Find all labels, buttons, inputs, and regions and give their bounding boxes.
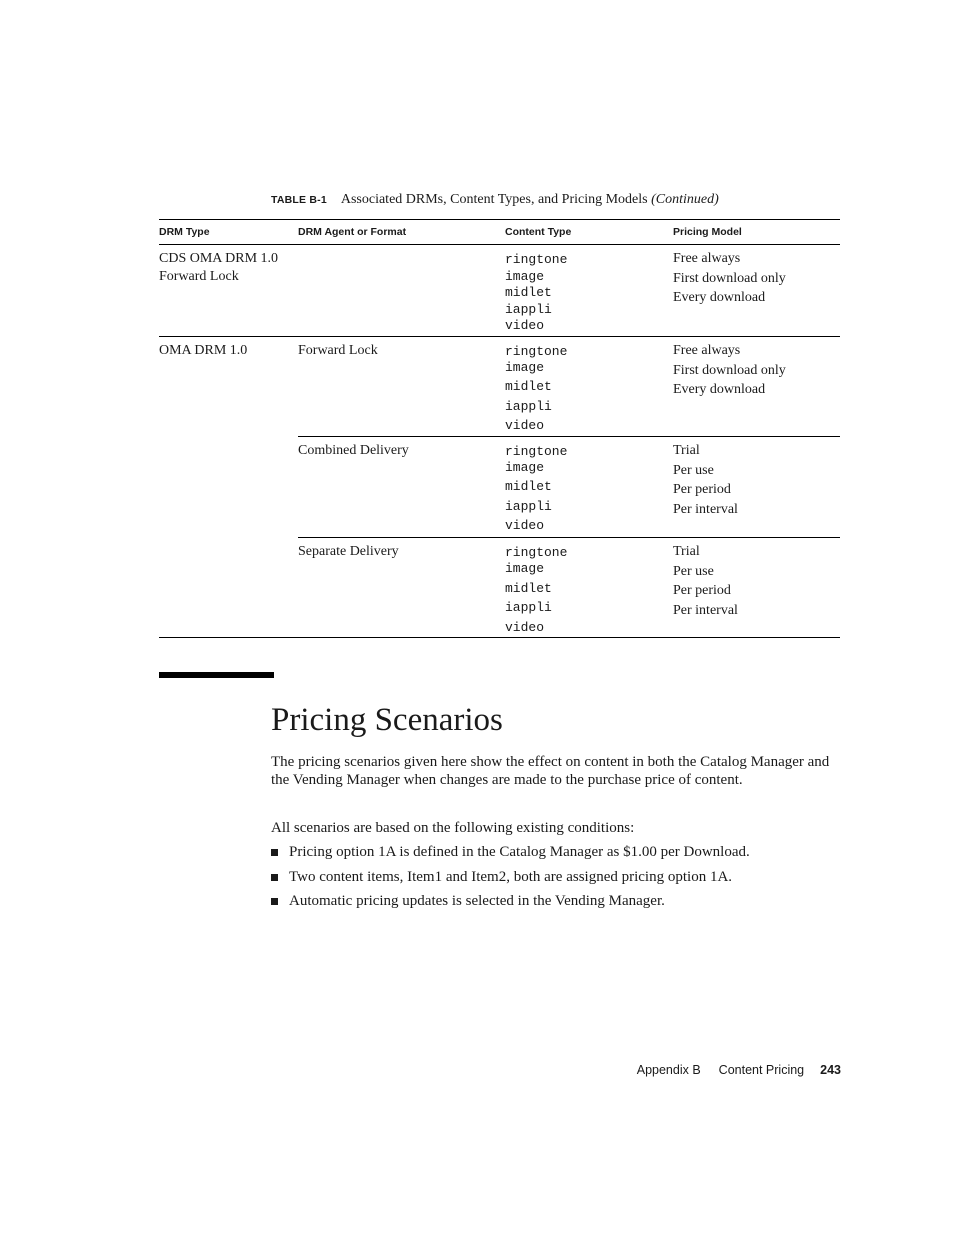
table-row bbox=[159, 538, 840, 637]
list-item: Two content items, Item1 and Item2, both are assigned pricing option 1A. bbox=[271, 868, 750, 886]
content-type-cell: ringtone image midlet iappli video bbox=[505, 444, 568, 533]
bullet-square-icon bbox=[271, 874, 278, 881]
drm-table bbox=[159, 219, 840, 638]
pricing-model-cell: Free always First download only Every download bbox=[673, 251, 786, 305]
page-number: 243 bbox=[820, 1063, 841, 1077]
pricing-model-cell: Free always First download only Every download bbox=[673, 343, 786, 397]
section-rule bbox=[159, 672, 274, 678]
content-type-cell: ringtone image midlet iappli video bbox=[505, 344, 568, 433]
table-row bbox=[159, 437, 840, 537]
intro-paragraph: The pricing scenarios given here show the effect on content in both the Catalog Manager and the Vending Manager when changes are made to the purchase price of content. bbox=[271, 754, 830, 788]
content-type-cell: ringtone image midlet iappli video bbox=[505, 545, 568, 635]
drm-agent-cell: Forward Lock bbox=[298, 343, 378, 358]
page-footer bbox=[637, 1063, 841, 1077]
table-row bbox=[159, 337, 840, 436]
header-drm-agent: DRM Agent or Format bbox=[298, 226, 407, 238]
header-drm-type: DRM Type bbox=[159, 226, 210, 238]
table-caption bbox=[271, 190, 719, 210]
table-row bbox=[159, 245, 840, 336]
drm-agent-cell: Separate Delivery bbox=[298, 544, 399, 559]
pricing-model-cell: Trial Per use Per period Per interval bbox=[673, 544, 738, 618]
footer-section: Content Pricing bbox=[718, 1063, 805, 1077]
header-content-type: Content Type bbox=[505, 226, 572, 238]
table-header bbox=[159, 220, 840, 245]
drm-agent-cell: Combined Delivery bbox=[298, 443, 409, 458]
drm-type-cell: OMA DRM 1.0 bbox=[159, 343, 248, 358]
table-title: Associated DRMs, Content Types, and Pricing Models bbox=[340, 192, 648, 207]
bullet-square-icon bbox=[271, 898, 278, 905]
list-item: Pricing option 1A is defined in the Catalog Manager as $1.00 per Download. bbox=[271, 843, 750, 861]
bullet-square-icon bbox=[271, 849, 278, 856]
footer-appendix: Appendix B bbox=[636, 1063, 701, 1077]
conditions-list bbox=[271, 843, 750, 917]
pricing-model-cell: Trial Per use Per period Per interval bbox=[673, 443, 738, 517]
header-pricing-model: Pricing Model bbox=[673, 226, 742, 238]
content-type-cell: ringtone image midlet iappli video bbox=[505, 252, 568, 333]
drm-type-cell: CDS OMA DRM 1.0 Forward Lock bbox=[159, 251, 279, 284]
table-tag: TABLE B-1 bbox=[271, 194, 327, 206]
table-continued: (Continued) bbox=[651, 192, 719, 207]
conditions-paragraph: All scenarios are based on the following existing conditions: bbox=[271, 820, 635, 836]
section-heading: Pricing Scenarios bbox=[271, 702, 503, 738]
list-item: Automatic pricing updates is selected in the Vending Manager. bbox=[271, 892, 750, 910]
